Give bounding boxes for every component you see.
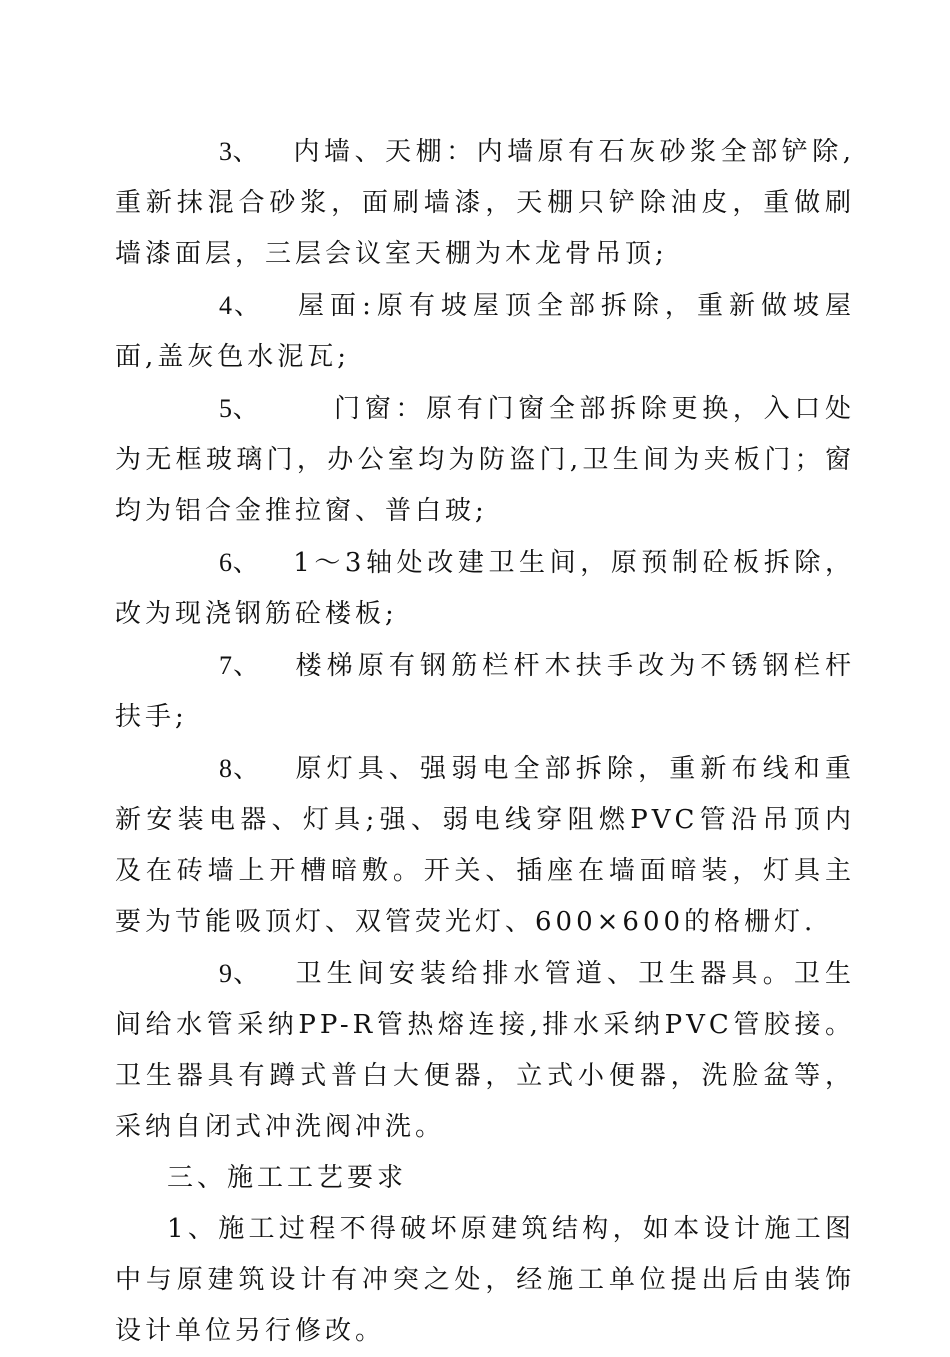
item-text: 原灯具、强弱电全部拆除，重新布线和重新安装电器、灯具;强、弱电线穿阻燃PVC管沿吊顶内及在砖墙上开槽暗敷。开关、插座在墙面暗装，灯具主要为节能吸顶灯、双管荧光灯、600×600的格栅灯. xyxy=(115,754,855,937)
item-number: 6 xyxy=(219,548,232,577)
item-text: 卫生间安装给排水管道、卫生器具。卫生间给水管采纳PP-R管热熔连接,排水采纳PVC管胶接。卫生器具有蹲式普白大便器，立式小便器，洗脸盆等，采纳自闭式冲洗阀冲洗。 xyxy=(115,959,855,1142)
item-number: 5 xyxy=(219,394,232,423)
item-text: 楼梯原有钢筋栏杆木扶手改为不锈钢栏杆扶手; xyxy=(115,651,855,732)
item-mark: 、 xyxy=(232,291,267,321)
list-item-7 xyxy=(115,640,855,743)
item-mark: 、 xyxy=(232,754,265,784)
item-text: 门窗：原有门窗全部拆除更换，入口处为无框玻璃门，办公室均为防盗门,卫生间为夹板门；窗均为铝合金推拉窗、普白玻; xyxy=(115,394,855,526)
item-number: 3 xyxy=(219,137,232,166)
item-text: 屋面:原有坡屋顶全部拆除，重新做坡屋面,盖灰色水泥瓦; xyxy=(115,291,855,372)
list-item-3 xyxy=(115,126,855,280)
item-text: 1～3轴处改建卫生间，原预制砼板拆除，改为现浇钢筋砼楼板; xyxy=(115,548,855,629)
item-mark: 、 xyxy=(232,959,265,989)
document-body xyxy=(115,126,855,1357)
item-mark: 、 xyxy=(232,137,264,167)
section-heading: 三、施工工艺要求 xyxy=(167,1163,408,1193)
item-number: 7 xyxy=(219,651,232,680)
list-item-9 xyxy=(115,948,855,1153)
item-number: 9 xyxy=(219,959,232,988)
item-number: 4 xyxy=(219,291,232,320)
item-mark: 、 xyxy=(232,651,265,681)
item-mark: 、 xyxy=(232,548,264,578)
section-paragraph: 1、施工过程不得破坏原建筑结构，如本设计施工图中与原建筑设计有冲突之处，经施工单位提出后由装饰设计单位另行修改。 xyxy=(115,1214,855,1346)
list-item-5 xyxy=(115,383,855,537)
list-item-4 xyxy=(115,280,855,383)
item-text: 内墙、天棚：内墙原有石灰砂浆全部铲除,重新抹混合砂浆，面刷墙漆，天棚只铲除油皮，重做刷墙漆面层，三层会议室天棚为木龙骨吊顶; xyxy=(115,137,855,269)
list-item-6 xyxy=(115,537,855,640)
item-number: 8 xyxy=(219,754,232,783)
list-item-8 xyxy=(115,743,855,948)
item-mark: 、 xyxy=(232,394,264,424)
